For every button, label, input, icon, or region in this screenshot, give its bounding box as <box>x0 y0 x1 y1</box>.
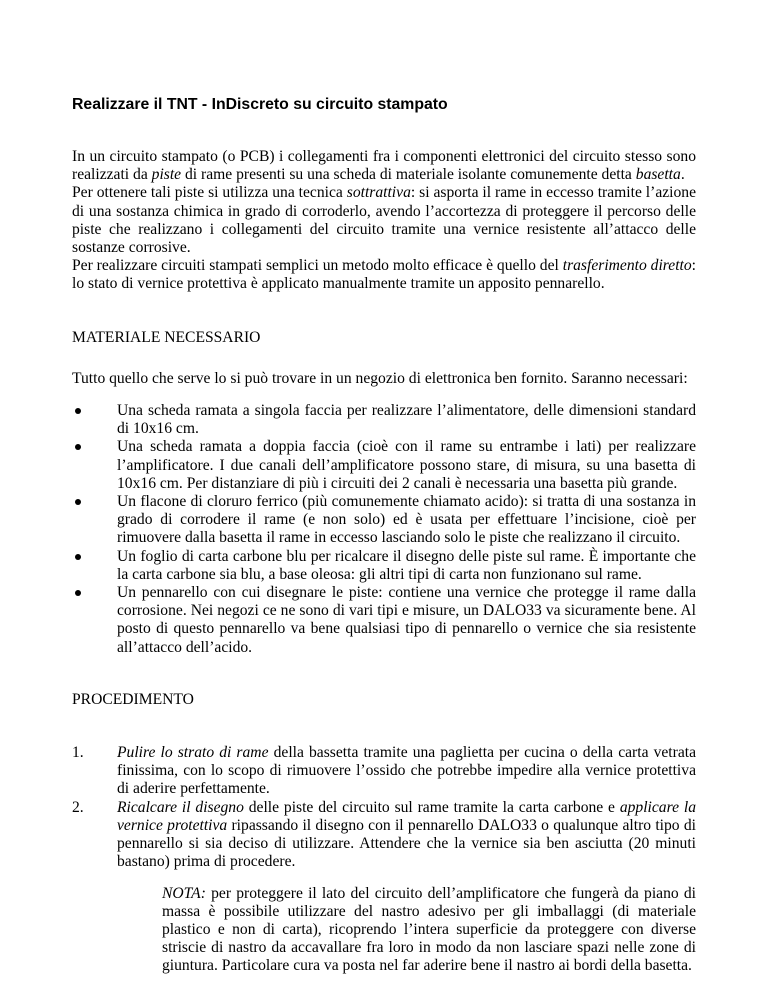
document-page <box>72 90 696 976</box>
bullet-icon <box>75 408 81 414</box>
italic-run: trasferimento diretto <box>562 257 692 275</box>
step-number: 2. <box>72 798 84 816</box>
text-run: delle piste del circuito sul rame tramite la carta carbone e <box>243 798 620 816</box>
list-item <box>72 493 696 548</box>
step-item <box>72 799 696 872</box>
step-text <box>117 799 696 871</box>
text-run: : lo stato di vernice protettiva è applicato manualmente tramite un apposito pennarello. <box>72 257 697 293</box>
materials-list <box>72 402 696 657</box>
bullet-icon <box>75 590 81 596</box>
italic-run: Ricalcare il disegno <box>117 798 244 816</box>
italic-run: applicare la vernice protettiva <box>117 798 696 834</box>
list-item <box>72 548 696 584</box>
text-run: Per ottenere tali piste si utilizza una tecnica <box>72 184 347 202</box>
list-item-text: Un foglio di carta carbone blu per ricalcare il disegno delle piste sul rame. È importante che la carta carbone sia blu, a base oleosa: gli altri tipi di carta non funzionano sul rame. <box>117 547 696 583</box>
text-run: . <box>680 166 685 184</box>
document-title: Realizzare il TNT - InDiscreto su circuito stampato <box>72 96 448 113</box>
text-run: ripassando il disegno con il pennarello DALO33 o qualunque altro tipo di pennarello si sia deciso di utilizzare. Attendere che la vernice sia ben asciutta (20 minuti bastano) prima di procedere. <box>117 816 696 871</box>
text-run: della bassetta tramite una paglietta per cucina o della carta vetrata finissima, con lo scopo di rimuovere l’ossido che potrebbe impedire alla vernice protettiva di aderire perfettamente. <box>117 744 697 798</box>
bullet-icon <box>75 444 81 450</box>
list-item-text: Un flacone di cloruro ferrico (più comunemente chiamato acido): si tratta di una sostanza in grado di corrodere il rame (e non solo) ed è usata per effettuare l’incisione, cioè per rimuovere dalla basetta il rame in eccesso lasciando solo le piste che realizzano il circuito. <box>117 493 696 547</box>
italic-run: Pulire lo strato di rame <box>117 744 269 762</box>
step-item <box>72 744 696 799</box>
italic-run: sottrattiva <box>346 184 411 202</box>
italic-run: piste <box>151 166 182 184</box>
materials-intro: Tutto quello che serve lo si può trovare in un negozio di elettronica ben fornito. Saranno necessari: <box>72 369 688 387</box>
text-run: di rame presenti su una scheda di materiale isolante comunemente detta <box>181 166 636 184</box>
list-item <box>72 584 696 657</box>
step-number: 1. <box>72 744 84 762</box>
text-run: Per realizzare circuiti stampati semplici un metodo molto efficace è quello del <box>72 257 563 275</box>
note-text: per proteggere il lato del circuito dell’amplificatore che fungerà da piano di massa è possibile utilizzare del nastro adesivo per gli imballaggi (di materiale plastico e non di carta), ricoprendo l’intera superficie da proteggere con diverse striscie di nastro da accavallare fra loro in modo da non lasciare spazi nelle zone di giuntura. Particolare cura va posta nel far aderire bene il nastro ai bordi della basetta. <box>162 884 696 975</box>
list-item-text: Un pennarello con cui disegnare le piste: contiene una vernice che protegge il rame dalla corrosione. Nei negozi ce ne sono di vari tipi e misure, un DALO33 va sicuramente bene. Al posto di questo pennarello va bene qualsiasi tipo di pennarello o vernice che sia resistente all’attacco dell’acido. <box>117 584 696 656</box>
note-label: NOTA: <box>162 884 206 902</box>
note-paragraph <box>162 885 696 976</box>
intro-paragraph <box>72 148 696 294</box>
procedure-heading: PROCEDIMENTO <box>72 690 194 708</box>
procedure-steps <box>72 744 696 871</box>
italic-run: basetta <box>635 166 681 184</box>
list-item <box>72 438 696 493</box>
list-item <box>72 402 696 438</box>
text-run: In un circuito stampato (o PCB) i collegamenti fra i componenti elettronici del circuito stesso sono realizzati da <box>72 148 696 184</box>
list-item-text: Una scheda ramata a singola faccia per realizzare l’alimentatore, delle dimensioni standard di 10x16 cm. <box>117 402 696 438</box>
materials-heading: MATERIALE NECESSARIO <box>72 328 261 346</box>
list-item-text: Una scheda ramata a doppia faccia (cioè con il rame su entrambe i lati) per realizzare l’amplificatore. I due canali dell’amplificatore possono stare, di misura, su una basetta di 10x16 cm. Per distanziare di più i circuiti dei 2 canali è necessaria una basetta più grande. <box>117 438 696 492</box>
text-run: : si asporta il rame in eccesso tramite l’azione di una sostanza chimica in grado di corroderlo, avendo l’accortezza di proteggere il percorso delle piste che realizzano i collegamenti del circuito tramite una vernice resistente all’attacco delle sostanze corrosive. <box>72 184 697 257</box>
bullet-icon <box>75 499 81 505</box>
bullet-icon <box>75 554 81 560</box>
step-text <box>117 744 696 797</box>
